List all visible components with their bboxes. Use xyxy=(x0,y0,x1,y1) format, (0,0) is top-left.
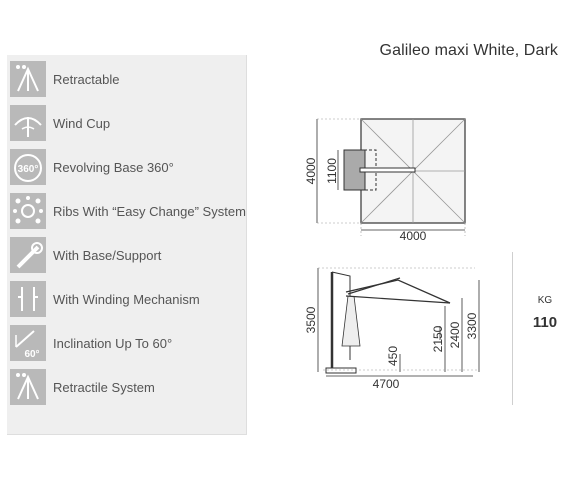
feature-ribs-easy-change xyxy=(10,191,246,231)
height-2400-label: 2400 xyxy=(448,321,462,349)
total-height-label: 3500 xyxy=(304,306,318,334)
folded-canopy xyxy=(342,296,360,346)
feature-inclination xyxy=(10,323,172,363)
retractable-icon xyxy=(10,61,46,97)
wind-cup-icon xyxy=(10,105,46,141)
side-view xyxy=(304,268,479,390)
retractile-system-icon xyxy=(10,369,46,405)
top-view xyxy=(304,119,465,243)
feature-retractile-system xyxy=(10,367,155,407)
product-title: Galileo maxi White, Dark xyxy=(379,42,558,59)
weight-divider xyxy=(512,252,513,405)
feature-wind-cup xyxy=(10,103,110,143)
base xyxy=(326,368,356,373)
features-panel xyxy=(7,55,247,435)
weight-unit: KG xyxy=(537,295,553,306)
feature-label: Retractile System xyxy=(53,379,155,395)
winding-mechanism-icon xyxy=(10,281,46,317)
weight-value: 110 xyxy=(532,314,558,331)
feature-label: Inclination Up To 60° xyxy=(53,335,173,351)
weight-block xyxy=(520,295,570,331)
feature-label: With Base/Support xyxy=(53,247,162,263)
arm xyxy=(360,168,415,172)
feature-retractable xyxy=(10,59,119,99)
inclination-60-icon xyxy=(10,325,46,361)
revolving-base-360-icon xyxy=(10,149,46,185)
feature-label: Wind Cup xyxy=(53,115,111,131)
feature-base-support xyxy=(10,235,161,275)
svg-text:360°: 360° xyxy=(17,164,39,175)
top-width-label: 4000 xyxy=(399,229,427,243)
height-450-label: 450 xyxy=(386,345,400,367)
top-height-label: 4000 xyxy=(304,157,318,185)
ribs-easy-change-icon xyxy=(10,193,46,229)
technical-drawing xyxy=(290,100,500,390)
feature-label: With Winding Mechanism xyxy=(53,291,200,307)
feature-label: Retractable xyxy=(53,71,120,87)
height-3300-label: 3300 xyxy=(465,312,479,340)
feature-winding-mechanism xyxy=(10,279,200,319)
feature-revolving-base xyxy=(10,147,174,187)
height-2150-label: 2150 xyxy=(431,325,445,353)
svg-text:60°: 60° xyxy=(24,349,40,360)
arm-offset-label: 1100 xyxy=(325,158,339,184)
feature-label: Ribs With “Easy Change” System xyxy=(53,203,246,219)
feature-label: Revolving Base 360° xyxy=(53,159,174,175)
base-support-icon xyxy=(10,237,46,273)
side-width-label: 4700 xyxy=(372,377,400,390)
